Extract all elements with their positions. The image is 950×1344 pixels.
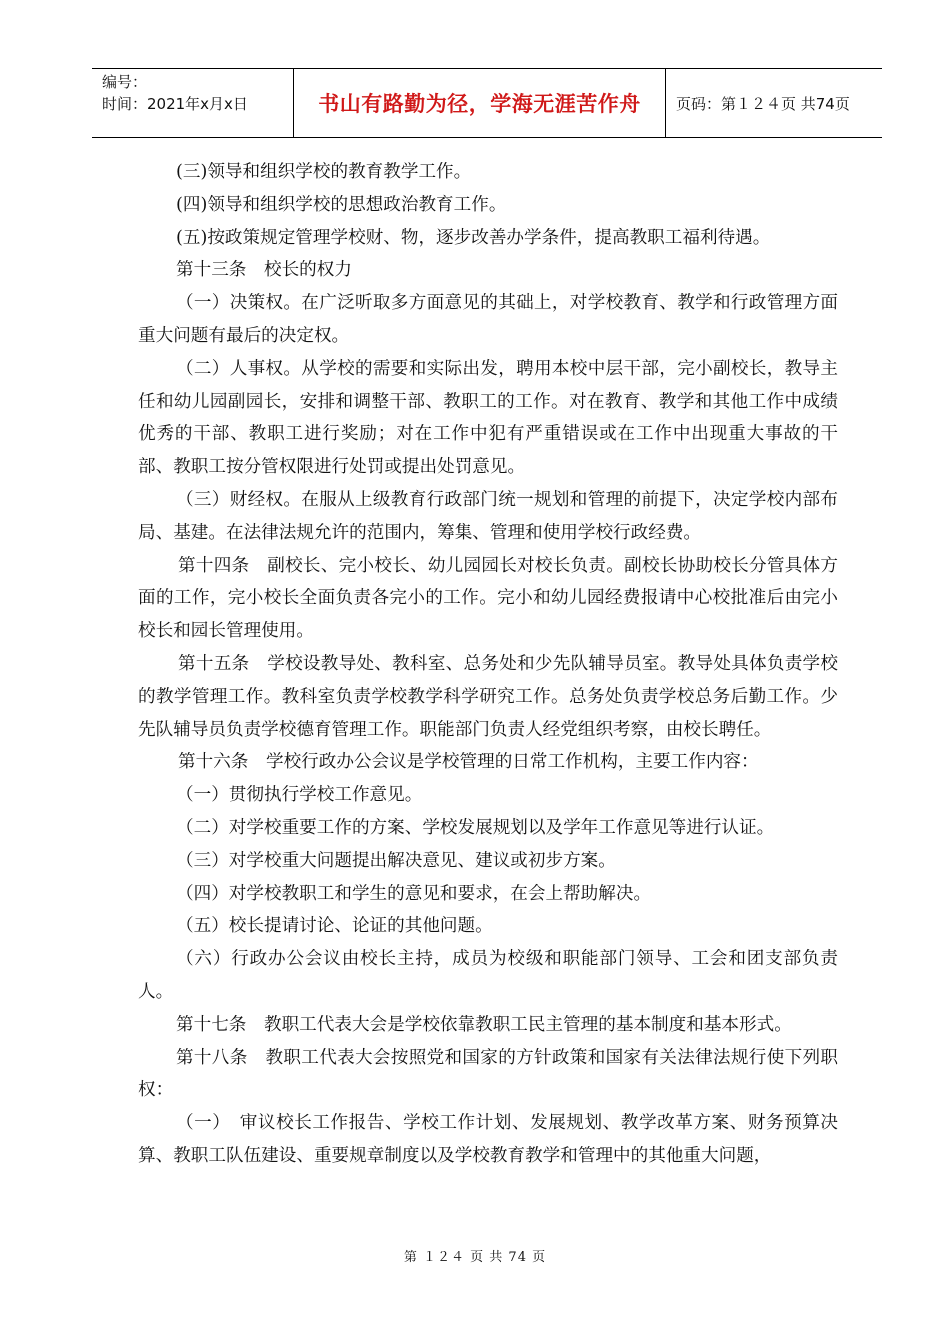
paragraph: (四)领导和组织学校的思想政治教育工作。 xyxy=(176,194,507,215)
time-label: 时间：2021年x月x日 xyxy=(102,95,248,113)
list-item: （二）对学校重要工作的方案、学校发展规划以及学年工作意见等进行认证。 xyxy=(176,817,775,838)
list-item: （一） 审议校长工作报告、学校工作计划、发展规划、教学改革方案、财务预算决算、教职工队伍建设、重要规章制度以及学校教育教学和管理中的其他重大问题， xyxy=(138,1113,838,1166)
paragraph: (三)领导和组织学校的教育教学工作。 xyxy=(176,162,472,182)
article-heading: 第十三条 校长的权力 xyxy=(176,260,352,281)
paragraph: 第十八条 教职工代表大会按照党和国家的方针政策和国家有关法律法规行使下列职权： xyxy=(138,1047,838,1101)
paragraph: 第十七条 教职工代表大会是学校依靠教职工民主管理的基本制度和基本形式。 xyxy=(176,1014,792,1035)
paragraph: 第十六条 学校行政办公会议是学校管理的日常工作机构，主要工作内容： xyxy=(178,752,759,773)
header-motto: 书山有路勤为径，学海无涯苦作舟 xyxy=(294,69,666,137)
header-page-label: 页码：第１２４页 共74页 xyxy=(676,94,850,113)
list-item: （三）对学校重大问题提出解决意见、建议或初步方案。 xyxy=(176,850,616,871)
header-table xyxy=(92,68,882,138)
document-body xyxy=(138,156,838,1173)
header-meta xyxy=(92,69,294,137)
list-item: （六）行政办公会议由校长主持，成员为校级和职能部门领导、工会和团支部负责人。 xyxy=(138,949,838,1002)
paragraph: 第十四条 副校长、完小校长、幼儿园园长对校长负责。副校长协助校长分管具体方面的工作，完小校长全面负责各完小的工作。完小和幼儿园经费报请中心校批准后由完小校长和园长管理使用。 xyxy=(138,555,838,642)
list-item: （四）对学校教职工和学生的意见和要求，在会上帮助解决。 xyxy=(176,883,652,904)
paragraph: 第十五条 学校设教导处、教科室、总务处和少先队辅导员室。教导处具体负责学校的教学管理工作。教科室负责学校教学科学研究工作。总务处负责学校总务后勤工作。少先队辅导员负责学校德育管理工作。职能部门负责人经党组织考察，由校长聘任。 xyxy=(138,653,838,740)
paragraph: (五)按政策规定管理学校财、物，逐步改善办学条件，提高教职工福利待遇。 xyxy=(176,227,771,248)
paragraph: （三）财经权。在服从上级教育行政部门统一规划和管理的前提下，决定学校内部布局、基建。在法律法规允许的范围内，筹集、管理和使用学校行政经费。 xyxy=(138,489,838,543)
paragraph: （二）人事权。从学校的需要和实际出发，聘用本校中层干部，完小副校长，教导主任和幼儿园副园长，安排和调整干部、教职工的工作。对在教育、教学和其他工作中成绩优秀的干部、教职工进行奖励；对在工作中犯有严重错误或在工作中出现重大事故的干部、教职工按分管权限进行处罚或提出处罚意见。 xyxy=(138,358,838,478)
number-label: 编号： xyxy=(102,73,148,91)
list-item: （一）贯彻执行学校工作意见。 xyxy=(176,785,423,806)
paragraph: （一）决策权。在广泛听取多方面意见的其础上，对学校教育、教学和行政管理方面重大问题有最后的决定权。 xyxy=(138,293,838,346)
page-footer: 第 １２４ 页 共 74 页 xyxy=(403,1250,547,1265)
list-item: （五）校长提请讨论、论证的其他问题。 xyxy=(176,916,493,937)
